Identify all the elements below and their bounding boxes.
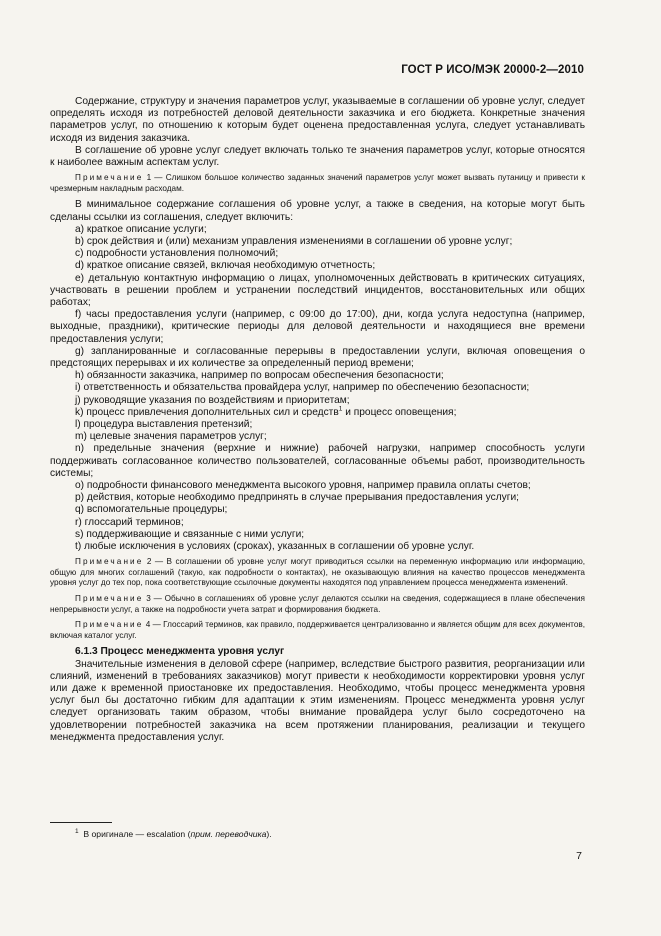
list-item: r) глоссарий терминов; <box>75 516 184 528</box>
note-text: Обычно в соглашениях об уровне услуг делаются ссылки на сведения, содержащиеся в плане обеспечения непрерывности услуг, а также на подробности учета затрат и формирования бюджета. <box>50 594 585 614</box>
note: Примечание 2 — В соглашении об уровне услуг могут приводиться ссылки на переменную информацию или информацию, общую для многих соглашений (такую, как подробности о контактах), не оказывающую влияния на качество процессов менеджмента уровня услуг до тех пор, пока соответствующие ссылочные документы находятся под управлением процесса менеджмента изменений. <box>50 557 585 588</box>
footnote-mark: 1 <box>75 828 79 836</box>
list-item: o) подробности финансового менеджмента высокого уровня, например правила оплаты счетов; <box>75 480 531 492</box>
page-number: 7 <box>576 850 582 862</box>
section-title: 6.1.3 Процесс менеджмента уровня услуг <box>75 646 285 658</box>
list-item: l) процедура выставления претензий; <box>75 419 253 431</box>
paragraph: В соглашение об уровне услуг следует включать только те значения параметров услуг, которые относятся к наиболее важным аспектам услуг. <box>50 144 585 169</box>
list-item: s) поддерживающие и связанные с ними услуги; <box>75 528 305 540</box>
list-item: f) часы предоставления услуги (например, с 09:00 до 17:00), дни, когда услуга недоступна (например, выходные, праздники), критические периоды для деловой деятельности и находящиеся вне времени предоставления услуги; <box>50 309 585 345</box>
list-item: t) любые исключения в условиях (сроках), указанных в соглашении об уровне услуг. <box>75 541 475 553</box>
list-item: a) краткое описание услуги; <box>75 223 207 235</box>
note-text: В соглашении об уровне услуг могут приводиться ссылки на переменную информацию или информацию, общую для многих соглашений (такую, как подробности о контактах), не оказывающую влияния на качество процессов менеджмента уровня услуг до тех пор, пока соответствующие ссылочные документы находятся под управлением процесса менеджмента изменений. <box>50 557 585 588</box>
paragraph: Содержание, структуру и значения параметров услуг, указываемые в соглашении об уровне услуг, следует определять исходя из потребностей деловой деятельности заказчика и его бюджета. Конкретные значения параметров услуг, по отношению к которым будет оценена предоставленная услуга, следует устанавливать исходя из видения заказчика. <box>50 96 585 144</box>
note-label: Примечание <box>75 557 144 567</box>
list-item: b) срок действия и (или) механизм управления изменениями в соглашении об уровне услуг; <box>75 236 513 248</box>
note: Примечание 1 — Слишком большое количество заданных значений параметров услуг может вызвать путаницу и привести к чрезмерным накладным расходам. <box>50 173 585 193</box>
list-item: k) процесс привлечения дополнительных сил и средств$^1$ и процесс оповещения; <box>75 405 457 418</box>
footnote-ref: 1 <box>338 405 343 413</box>
note: Примечание 4 — Глоссарий терминов, как правило, поддерживается централизованно и является общим для всех документов, включая каталог услуг. <box>50 620 585 640</box>
paragraph: Значительные изменения в деловой сфере (например, вследствие быстрого развития, реорганизации или слияний, изменений в требованиях заказчиков) могут привести к необходимости корректировки уровня услуг или даже к временной приостановке их предоставления. Необходимо, чтобы процесс менеджмента уровня услуг был бы достаточно гибким для адаптации к этим изменениям. Процесс менеджмента уровня услуг следует организовать таким образом, чтобы внимание провайдера услуг было сосредоточено на удовлетворении потребностей заказчика на всем протяжении планирования, реализации и текущего менеджмента предоставления услуг. <box>50 658 585 743</box>
list-item: i) ответственность и обязательства провайдера услуг, например по обеспечению безопасности; <box>75 382 530 394</box>
list-item: q) вспомогательные процедуры; <box>75 504 228 516</box>
note-label: Примечание <box>75 173 144 183</box>
footnote-divider <box>50 822 112 823</box>
list-item: c) подробности установления полномочий; <box>75 248 279 260</box>
note-label: Примечание <box>75 594 144 604</box>
paragraph: В минимальное содержание соглашения об уровне услуг, а также в сведения, на которые могут быть сделаны ссылки из соглашения, следует включить: <box>50 199 585 223</box>
list-item: g) запланированные и согласованные перерывы в предоставлении услуги, включая оповещения о предстоящих перерывах и их количестве за определенный период времени; <box>50 345 585 370</box>
list-item: m) целевые значения параметров услуг; <box>75 431 267 443</box>
page-body <box>50 96 585 744</box>
list-item: p) действия, которые необходимо предпринять в случае прерывания предоставления услуги; <box>75 492 519 504</box>
note-text: Глоссарий терминов, как правило, поддерживается централизованно и является общим для всех документов, включая каталог услуг. <box>50 620 585 640</box>
list-item: j) руководящие указания по воздействиям и приоритетам; <box>75 394 350 406</box>
note-text: Слишком большое количество заданных значений параметров услуг может вызвать путаницу и привести к чрезмерным накладным расходам. <box>50 173 585 193</box>
list-item: d) краткое описание связей, включая необходимую отчетность; <box>75 260 376 272</box>
document-header: ГОСТ Р ИСО/МЭК 20000-2—2010 <box>401 64 584 76</box>
list-item: e) детальную контактную информацию о лицах, уполномоченных действовать в критических ситуациях, участвовать в решении проблем и устранении последствий инцидентов, восстановительных или общих работах; <box>50 272 585 309</box>
list-item: h) обязанности заказчика, например по вопросам обеспечения безопасности; <box>75 370 444 382</box>
footnote: $^1$ В оригинале — escalation (прим. переводчика). <box>75 828 272 839</box>
note: Примечание 3 — Обычно в соглашениях об уровне услуг делаются ссылки на сведения, содержащиеся в плане обеспечения непрерывности услуг, а также на подробности учета затрат и формирования бюджета. <box>50 594 585 614</box>
note-label: Примечание <box>75 620 144 630</box>
list-item: n) предельные значения (верхние и нижние) рабочей нагрузки, например способность услуги поддерживать согласованное количество пользователей, согласованные объемы работ, производительность системы; <box>50 443 585 479</box>
